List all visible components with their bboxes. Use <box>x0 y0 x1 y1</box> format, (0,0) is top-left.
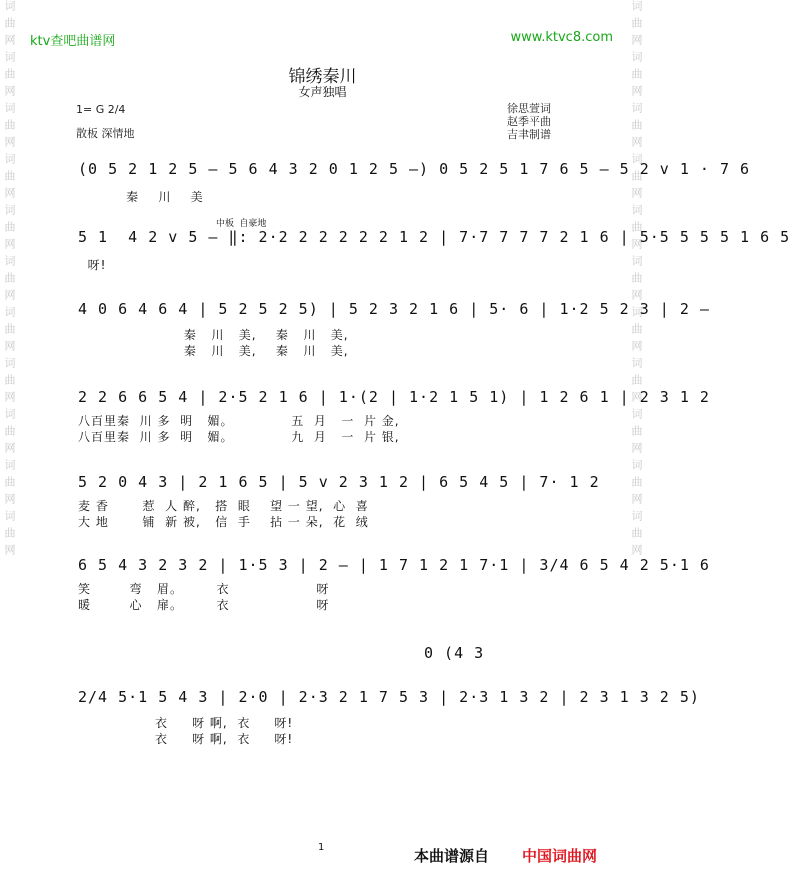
staff-row-3 <box>78 300 710 360</box>
notation-row-6: 6 5 4 3 2 3 2 | 1·5 3 | 2 — | 1 7 1 2 1 7·1 | 3/4 6 5 4 2 5·1 6 <box>78 556 710 574</box>
key-signature: 1= G 2/4 <box>76 103 126 116</box>
watermark-right: 词曲网词曲网词曲网词曲网词曲网词曲网词曲网词曲网词曲网词曲网词曲网 <box>630 0 643 561</box>
site-url-right[interactable]: www.ktvc8.com <box>510 30 613 45</box>
arranger-credit: 吉聿制谱 <box>507 128 551 141</box>
notation-row-1: (0 5 2 1 2 5 — 5 6 4 3 2 0 1 2 5 —) 0 5 2 5 1 7 6 5 — 5 2 v 1 · 7 6 <box>78 160 751 178</box>
staff-row-4 <box>78 388 710 448</box>
lyrics-row-6-verse-2: 暖 心 扉。 衣 呀 <box>78 598 330 612</box>
lyrics-row-5-verse-1: 麦 香 惹 人 醉, 搭 眼 望 一 望, 心 喜 <box>78 499 369 513</box>
source-label: 本曲谱源自 <box>414 847 490 865</box>
lyrics-row-5-verse-2: 大 地 铺 新 被, 信 手 拈 一 朵, 花 绒 <box>78 515 369 529</box>
tempo-mark: 中板 自豪地 <box>216 219 267 229</box>
staff-row-5 <box>78 473 600 533</box>
staff-row-6 <box>78 556 710 616</box>
site-name-left[interactable]: ktv查吧曲谱网 <box>30 34 116 49</box>
notation-row-4: 2 2 6 6 5 4 | 2·5 2 1 6 | 1·(2 | 1·2 1 5 1) | 1 2 6 1 | 2 3 1 2 <box>78 388 710 406</box>
lyrics-row-2: 呀! <box>78 258 107 272</box>
watermark-left: 词曲网词曲网词曲网词曲网词曲网词曲网词曲网词曲网词曲网词曲网词曲网 <box>3 0 16 561</box>
song-title: 锦绣秦川 <box>288 67 357 87</box>
lyrics-row-7-verse-1: 衣 呀 啊, 衣 呀! <box>78 716 294 730</box>
lyrics-row-6-verse-1: 笑 弯 眉。 衣 呀 <box>78 582 330 596</box>
lyrics-row-7-verse-2: 衣 呀 啊, 衣 呀! <box>78 732 294 746</box>
lyrics-row-3-verse-2: 秦 川 美, 秦 川 美, <box>78 344 349 358</box>
lyrics-row-3-verse-1: 秦 川 美, 秦 川 美, <box>78 328 349 342</box>
lyrics-row-4-verse-2: 八百里秦 川 多 明 媚。 九 月 一 片 银, <box>78 430 400 444</box>
lyrics-row-4-verse-1: 八百里秦 川 多 明 媚。 五 月 一 片 金, <box>78 414 400 428</box>
page-number: 1 <box>318 842 325 853</box>
composer-credit: 赵季平曲 <box>507 115 551 128</box>
song-subtitle: 女声独唱 <box>298 85 347 99</box>
lyrics-row-1: 秦 川 美 <box>78 190 204 204</box>
staff-row-7 <box>78 640 700 750</box>
notation-row-2: 5 1 4 2 v 5 — ‖: 2·2 2 2 2 2 2 1 2 | 7·7 7 7 7 2 1 6 | 5·5 5 5 5 1 6 5 <box>78 228 790 246</box>
staff-row-1 <box>78 160 751 210</box>
source-site-link[interactable]: 中国词曲网 <box>522 847 598 865</box>
staff-row-2 <box>78 219 790 278</box>
notation-row-7: 2/4 5·1 5 4 3 | 2·0 | 2·3 2 1 7 5 3 | 2·3 1 3 2 | 2 3 1 3 2 5) <box>78 688 700 706</box>
notation-row-7-upper: 0 (4 3 <box>424 644 485 662</box>
notation-row-5: 5 2 0 4 3 | 2 1 6 5 | 5 v 2 3 1 2 | 6 5 4 5 | 7· 1 2 <box>78 473 600 491</box>
lyricist-credit: 徐思萱词 <box>507 102 551 115</box>
notation-row-3: 4 0 6 4 6 4 | 5 2 5 2 5) | 5 2 3 2 1 6 | 5· 6 | 1·2 5 2 3 | 2 — <box>78 300 710 318</box>
expression-mark: 散板 深情地 <box>76 127 135 140</box>
